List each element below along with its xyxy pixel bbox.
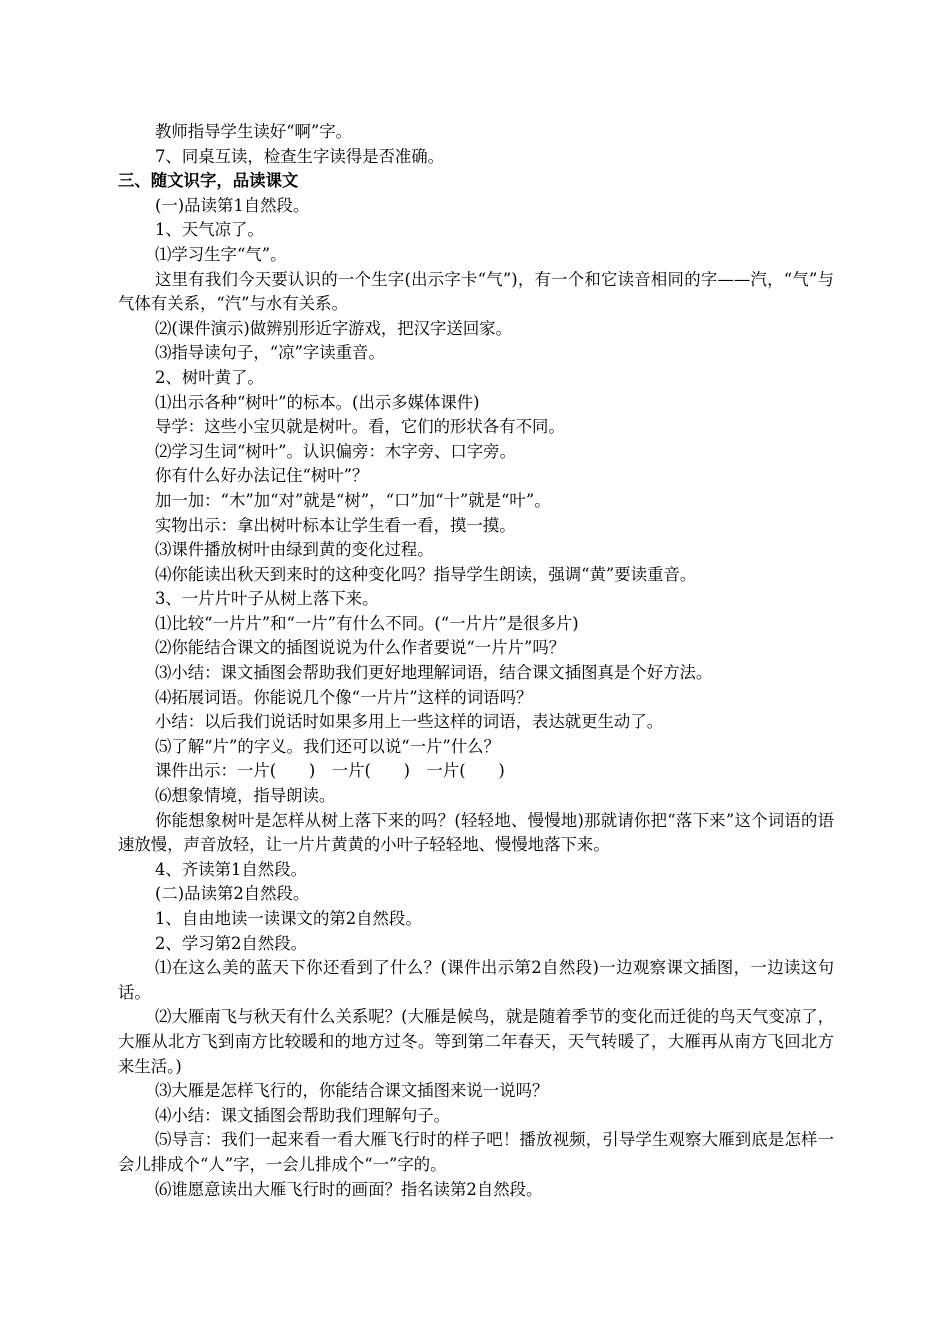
paragraph-line: ⑴学习生字“气”。 — [155, 244, 287, 264]
paragraph-line: ⑵你能结合课文的插图说说为什么作者要说“一片片”吗？ — [155, 638, 566, 658]
paragraph-line: ⑷拓展词语。你能说几个像“一片片”这样的词语吗？ — [155, 687, 533, 707]
paragraph-line: (一)品读第1自然段。 — [155, 195, 310, 215]
paragraph-line: 课件出示：一片( ) 一片( ) 一片( ) — [155, 761, 505, 781]
paragraph-line: 4、齐读第1自然段。 — [155, 859, 307, 879]
paragraph-line: 实物出示：拿出树叶标本让学生看一看，摸一摸。 — [155, 515, 516, 535]
paragraph-line: 加一加：“木”加“对”就是“树”，“口”加“十”就是“叶”。 — [155, 490, 551, 510]
paragraph: 这里有我们今天要认识的一个生字(出示字卡“气”)，有一个和它读音相同的字——汽，“气”与气体有关系，“汽”与水有关系。 — [118, 269, 834, 314]
paragraph-line: ⑴比较“一片片”和“一片”有什么不同。(“一片片”是很多片) — [155, 613, 579, 633]
paragraph-line: 教师指导学生读好“啊”字。 — [155, 122, 353, 141]
paragraph: ⑸导言：我们一起来看一看大雁飞行时的样子吧！播放视频，引导学生观察大雁到底是怎样一会儿排成个“人”字，一会儿排成个“一”字的。 — [118, 1130, 834, 1174]
paragraph-line: ⑶小结：课文插图会帮助我们更好地理解词语，结合课文插图真是个好方法。 — [155, 663, 713, 683]
paragraph-line: 3、一片片叶子从树上落下来。 — [155, 589, 379, 609]
document-page — [118, 120, 834, 1202]
paragraph-line: ⑶指导读句子，“凉”字读重音。 — [155, 343, 385, 363]
paragraph-line: ⑹想象情境，指导朗读。 — [155, 786, 336, 806]
paragraph: ⑴在这么美的蓝天下你还看到了什么？(课件出示第2自然段)一边观察课文插图，一边读这句话。 — [118, 958, 834, 1002]
paragraph-line: ⑷你能读出秋天到来时的这种变化吗？指导学生朗读，强调“黄”要读重音。 — [155, 564, 697, 584]
paragraph-line: ⑶大雁是怎样飞行的，你能结合课文插图来说一说吗？ — [155, 1081, 549, 1101]
paragraph-line: 7、同桌互读，检查生字读得是否准确。 — [155, 146, 445, 166]
paragraph-line: 2、树叶黄了。 — [155, 367, 264, 387]
paragraph-line: ⑹谁愿意读出大雁飞行时的画面？指名读第2自然段。 — [155, 1179, 543, 1199]
paragraph-line: 2、学习第2自然段。 — [155, 933, 307, 953]
paragraph-line: 1、自由地读一读课文的第2自然段。 — [155, 909, 422, 928]
section-heading: 三、随文识字，品读课文 — [118, 171, 299, 191]
paragraph-line: 小结：以后我们说话时如果多用上一些这样的词语，表达就更生动了。 — [155, 712, 664, 732]
paragraph: ⑵大雁南飞与秋天有什么关系呢？(大雁是候鸟，就是随着季节的变化而迁徙的鸟天气变凉了，大雁从北方飞到南方比较暖和的地方过冬。等到第二年春天，天气转暖了，大雁再从南方飞回北方来生活。) — [118, 1007, 834, 1076]
paragraph-line: ⑵学习生词“树叶”。认识偏旁：木字旁、口字旁。 — [155, 441, 516, 461]
paragraph-line: ⑸了解“片”的字义。我们还可以说“一片”什么？ — [155, 736, 500, 756]
paragraph-line: ⑵(课件演示)做辨别形近字游戏，把汉字送回家。 — [155, 318, 512, 338]
paragraph-line: 1、天气凉了。 — [155, 220, 264, 240]
paragraph-line: ⑷小结：课文插图会帮助我们理解句子。 — [155, 1105, 451, 1125]
paragraph: 你能想象树叶是怎样从树上落下来的吗？(轻轻地、慢慢地)那就请你把“落下来”这个词语的语速放慢，声音放轻，让一片片黄黄的小叶子轻轻地、慢慢地落下来。 — [118, 810, 834, 855]
paragraph-line: ⑴出示各种“树叶”的标本。(出示多媒体课件) — [155, 392, 480, 412]
paragraph-line: (二)品读第2自然段。 — [155, 884, 310, 904]
paragraph-line: ⑶课件播放树叶由绿到黄的变化过程。 — [155, 540, 434, 560]
paragraph-line: 导学：这些小宝贝就是树叶。看，它们的形状各有不同。 — [155, 417, 565, 437]
paragraph-line: 你有什么好办法记住“树叶”？ — [155, 466, 369, 486]
